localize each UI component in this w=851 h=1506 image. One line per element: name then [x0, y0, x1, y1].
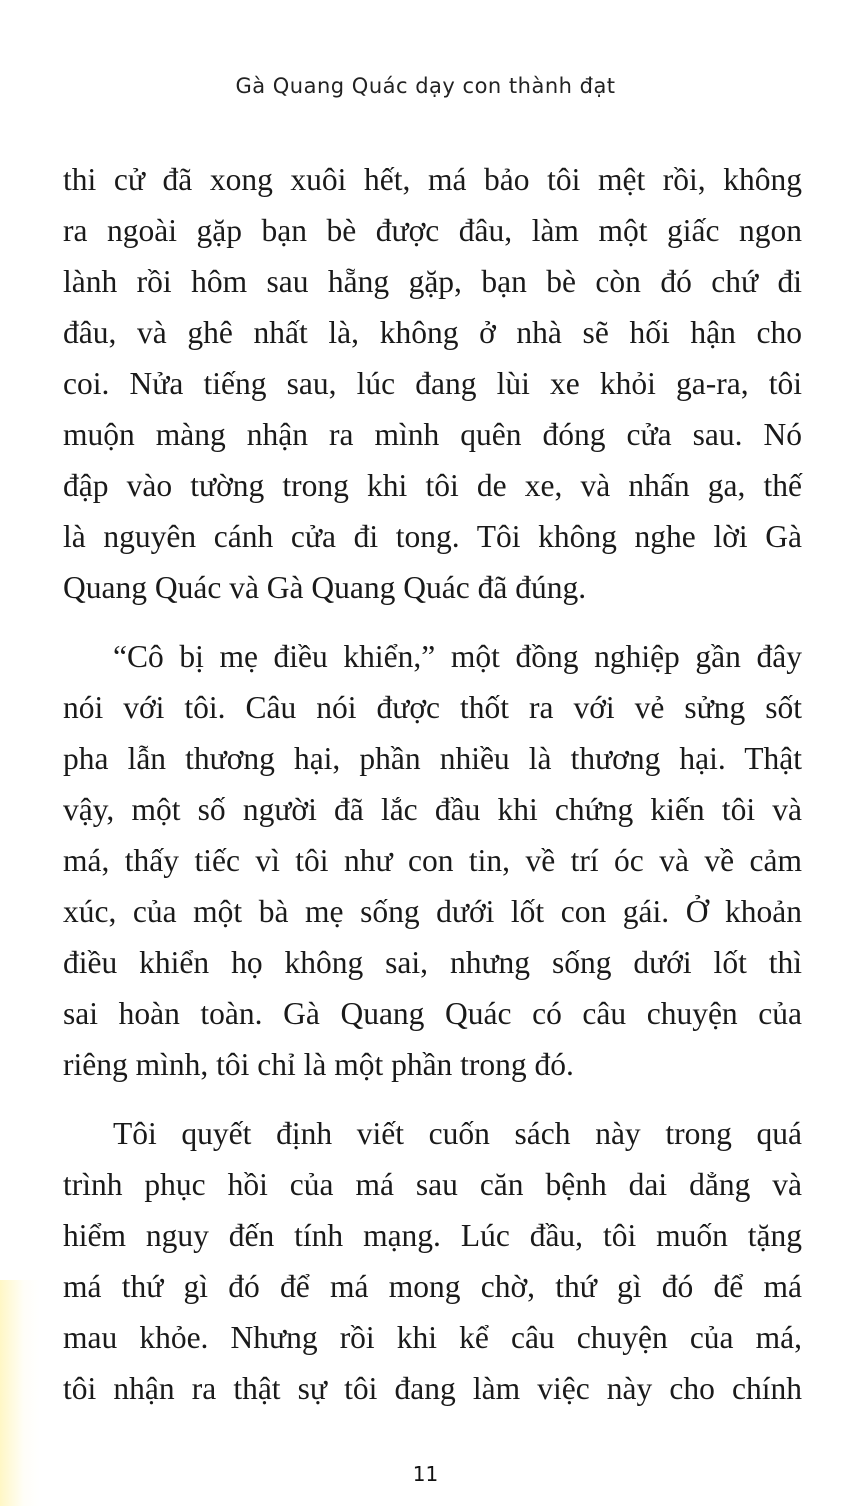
running-header: Gà Quang Quác dạy con thành đạt: [235, 74, 616, 98]
text-line: trình phục hồi của má sau căn bệnh dai dẳng và: [63, 1167, 802, 1202]
text-line: xúc, của một bà mẹ sống dưới lốt con gái. Ở khoản: [63, 894, 802, 929]
text-line: coi. Nửa tiếng sau, lúc đang lùi xe khỏi ga-ra, tôi: [63, 366, 802, 401]
text-line: nói với tôi. Câu nói được thốt ra với vẻ sửng sốt: [63, 690, 802, 725]
text-line: má, thấy tiếc vì tôi như con tin, về trí óc và về cảm: [63, 843, 802, 878]
text-line: muộn màng nhận ra mình quên đóng cửa sau. Nó: [63, 417, 802, 452]
text-line: thi cử đã xong xuôi hết, má bảo tôi mệt rồi, không: [63, 162, 802, 197]
paragraph: [63, 154, 802, 613]
text-line: Quang Quác và Gà Quang Quác đã đúng.: [63, 570, 587, 605]
text-line: sai hoàn toàn. Gà Quang Quác có câu chuyện của: [63, 996, 802, 1031]
text-line: điều khiển họ không sai, nhưng sống dưới lốt thì: [63, 945, 802, 980]
text-line: mau khỏe. Nhưng rồi khi kể câu chuyện của má,: [63, 1320, 802, 1355]
text-line: hiểm nguy đến tính mạng. Lúc đầu, tôi muốn tặng: [63, 1218, 802, 1253]
text-line: “Cô bị mẹ điều khiển,” một đồng nghiệp gần đây: [113, 639, 802, 674]
paragraph-gap: [63, 1090, 802, 1108]
text-line: đập vào tường trong khi tôi de xe, và nhấn ga, thế: [63, 468, 802, 503]
text-line: là nguyên cánh cửa đi tong. Tôi không nghe lời Gà: [63, 519, 802, 554]
paragraph: [63, 1108, 802, 1414]
page-number: 11: [412, 1462, 439, 1486]
text-line: pha lẫn thương hại, phần nhiều là thương hại. Thật: [63, 741, 802, 776]
text-line: lành rồi hôm sau hẵng gặp, bạn bè còn đó chứ đi: [63, 264, 802, 299]
text-line: Tôi quyết định viết cuốn sách này trong quá: [113, 1116, 802, 1151]
text-line: má thứ gì đó để má mong chờ, thứ gì đó để má: [63, 1269, 802, 1304]
text-line: ra ngoài gặp bạn bè được đâu, làm một giấc ngon: [63, 213, 802, 248]
text-line: tôi nhận ra thật sự tôi đang làm việc này cho chính: [63, 1371, 802, 1406]
body-text: [63, 154, 802, 1414]
text-line: riêng mình, tôi chỉ là một phần trong đó.: [63, 1047, 574, 1082]
paragraph: [63, 631, 802, 1090]
text-line: đâu, và ghê nhất là, không ở nhà sẽ hối hận cho: [63, 315, 802, 350]
text-line: vậy, một số người đã lắc đầu khi chứng kiến tôi và: [63, 792, 802, 827]
paragraph-gap: [63, 613, 802, 631]
